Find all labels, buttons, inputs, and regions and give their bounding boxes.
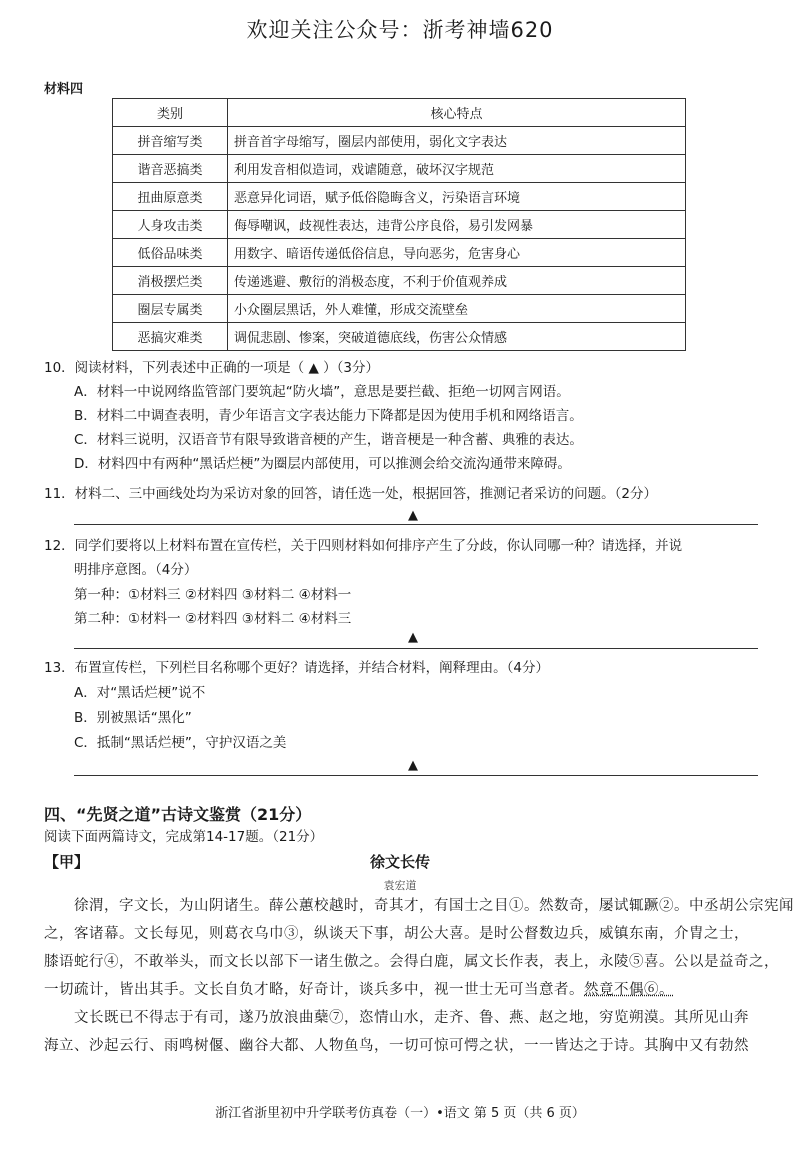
table-cell-feature: 侮辱嘲讽，歧视性表达，违背公序良俗，易引发网暴 xyxy=(228,211,686,239)
table-cell-category: 人身攻击类 xyxy=(113,211,228,239)
question-10-option-c: C．材料三说明，汉语音节有限导致谐音梗的产生，谐音梗是一种含蓄、典雅的表达。 xyxy=(74,432,583,448)
answer-line-12[interactable] xyxy=(74,648,758,649)
passage-line-1: 徐渭，字文长，为山阴诸生。薛公蕙校越时，奇其才，有国士之目①。然数奇，屡试辄蹶②。中丞胡公宗宪闻 xyxy=(74,898,794,914)
question-10-option-a: A．材料一中说网络监管部门要筑起“防火墙”，意思是要拦截、拒绝一切网言网语。 xyxy=(74,384,570,400)
table-cell-category: 扭曲原意类 xyxy=(113,183,228,211)
table-cell-feature: 用数字、暗语传递低俗信息，导向恶劣，危害身心 xyxy=(228,239,686,267)
passage-line-3: 膝语蛇行④，不敢举头，而文长以部下一诸生傲之。会得白鹿，属文长作表，表上，永陵⑤喜。公以是益奇之， xyxy=(44,954,779,970)
category-table xyxy=(112,98,686,351)
table-cell-feature: 小众圈层黑话，外人难懂，形成交流壁垒 xyxy=(228,295,686,323)
page-footer: 浙江省浙里初中升学联考仿真卷（一）•语文 第 5 页（共 6 页） xyxy=(215,1106,585,1121)
material-label: 材料四 xyxy=(44,82,84,97)
table-row xyxy=(113,267,686,295)
table-cell-feature: 拼音首字母缩写，圈层内部使用，弱化文字表达 xyxy=(228,127,686,155)
passage-line-4: 一切疏计，皆出其手。文长自负才略，好奇计，谈兵多中，视一世士无可当意者。然竟不偶⑥。 xyxy=(44,982,674,998)
table-row xyxy=(113,239,686,267)
question-10-option-b: B．材料二中调查表明，青少年语言文字表达能力下降都是因为使用手机和网络语言。 xyxy=(74,408,583,424)
table-cell-category: 谐音恶搞类 xyxy=(113,155,228,183)
table-row xyxy=(113,155,686,183)
question-12-stem-line1: 12．同学们要将以上材料布置在宣传栏，关于四则材料如何排序产生了分歧，你认同哪一种？请选择，并说 xyxy=(44,538,683,554)
passage-line-2: 之，客诸幕。文长每见，则葛衣乌巾③，纵谈天下事，胡公大喜。是时公督数边兵，威镇东南，介胄之士， xyxy=(44,926,749,942)
table-cell-feature: 恶意异化词语，赋予低俗隐晦含义，污染语言环境 xyxy=(228,183,686,211)
answer-line-11[interactable] xyxy=(74,524,758,525)
answer-mark-12: ▲ xyxy=(408,630,418,645)
question-10-stem: 10．阅读材料，下列表述中正确的一项是（ ▲ ）（3分） xyxy=(44,360,379,376)
text-title: 徐文长传 xyxy=(369,853,430,871)
table-cell-feature: 调侃悲剧、惨案，突破道德底线，伤害公众情感 xyxy=(228,323,686,351)
table-cell-category: 低俗品味类 xyxy=(113,239,228,267)
text-jia-label: 【甲】 xyxy=(44,853,90,871)
table-cell-category: 拼音缩写类 xyxy=(113,127,228,155)
question-13-stem: 13．布置宣传栏，下列栏目名称哪个更好？请选择，并结合材料，阐释理由。（4分） xyxy=(44,660,550,676)
table-row xyxy=(113,183,686,211)
question-13-option-a: A．对“黑话烂梗”说不 xyxy=(74,685,206,701)
question-12-stem-line2: 明排序意图。（4分） xyxy=(74,562,198,578)
table-cell-category: 消极摆烂类 xyxy=(113,267,228,295)
table-row xyxy=(113,211,686,239)
question-11-stem: 11．材料二、三中画线处均为采访对象的回答，请任选一处，根据回答，推测记者采访的问题。（2分） xyxy=(44,486,658,502)
section-4-intro: 阅读下面两篇诗文，完成第14-17题。（21分） xyxy=(44,829,324,845)
dotted-emphasis: 然竟不偶⑥。 xyxy=(584,982,674,998)
table-row xyxy=(113,295,686,323)
passage-line-6: 海立、沙起云行、雨鸣树偃、幽谷大都、人物鱼鸟，一切可惊可愕之状，一一皆达之于诗。其胸中又有勃然 xyxy=(44,1038,749,1054)
table-row xyxy=(113,323,686,351)
table-header-category: 类别 xyxy=(113,99,228,127)
page-header: 欢迎关注公众号：浙考神墙620 xyxy=(246,18,554,42)
question-13-option-b: B．别被黑话“黑化” xyxy=(74,710,192,726)
table-header-row xyxy=(113,99,686,127)
passage-line-5: 文长既已不得志于有司，遂乃放浪曲蘖⑦，恣情山水，走齐、鲁、燕、赵之地，穷览朔漠。其所见山奔 xyxy=(74,1010,749,1026)
question-10-option-d: D．材料四中有两种“黑话烂梗”为圈层内部使用，可以推测会给交流沟通带来障碍。 xyxy=(74,456,571,472)
answer-mark-13: ▲ xyxy=(408,758,418,773)
table-cell-feature: 传递逃避、敷衍的消极态度，不利于价值观养成 xyxy=(228,267,686,295)
answer-line-13[interactable] xyxy=(74,775,758,776)
table-cell-category: 恶搞灾难类 xyxy=(113,323,228,351)
question-12-option-1: 第一种：①材料三 ②材料四 ③材料二 ④材料一 xyxy=(74,587,352,603)
table-row xyxy=(113,127,686,155)
table-cell-category: 圈层专属类 xyxy=(113,295,228,323)
answer-mark-11: ▲ xyxy=(408,508,418,523)
question-12-option-2: 第二种：①材料一 ②材料四 ③材料二 ④材料三 xyxy=(74,611,352,627)
table-cell-feature: 利用发音相似造词，戏谑随意，破坏汉字规范 xyxy=(228,155,686,183)
table-header-feature: 核心特点 xyxy=(228,99,686,127)
question-13-option-c: C．抵制“黑话烂梗”，守护汉语之美 xyxy=(74,735,287,751)
text-author: 袁宏道 xyxy=(383,879,417,892)
section-4-title: 四、“先贤之道”古诗文鉴赏（21分） xyxy=(44,805,312,824)
